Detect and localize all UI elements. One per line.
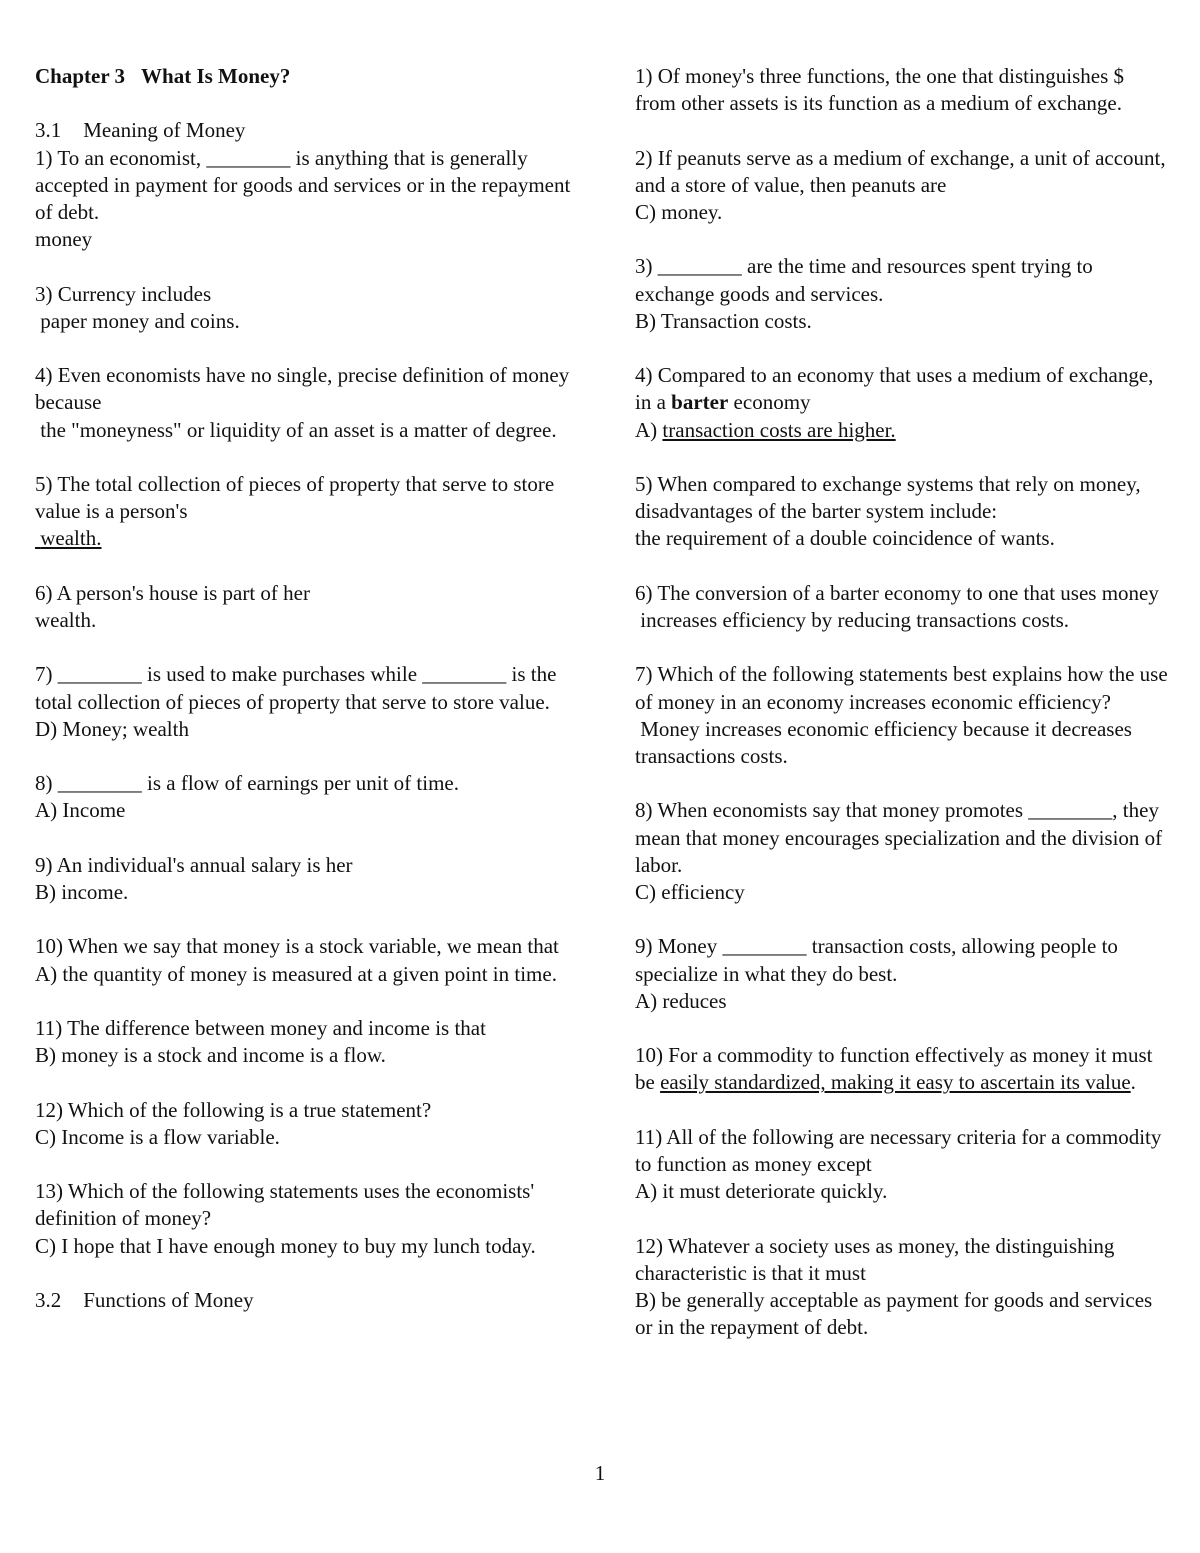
answer-text: wealth. xyxy=(35,607,97,632)
answer-text: the "moneyness" or liquidity of an asset is a matter of degree. xyxy=(35,417,557,442)
question-text: 1) Of money's three functions, the one that distinguishes $ from other assets is its function as a medium of exchange. xyxy=(635,64,1125,116)
question-text: 9) An individual's annual salary is her xyxy=(35,852,353,877)
question-right-2 xyxy=(635,145,1170,227)
question-right-6 xyxy=(635,580,1170,634)
question-text: 11) All of the following are necessary criteria for a commodity to function as money except xyxy=(635,1124,1162,1176)
question-text: 3) Currency includes xyxy=(35,281,212,306)
answer-text: B) income. xyxy=(35,879,129,904)
left-column xyxy=(35,63,580,1314)
answer-text: A) reduces xyxy=(635,988,727,1013)
question-text: 10) For a commodity to function effectively as money it must be easily standardized, making it easy to ascertain its value. xyxy=(635,1043,1153,1095)
answer-text: C) Income is a flow variable. xyxy=(35,1124,280,1149)
section-heading-meaning: 3.1 Meaning of Money xyxy=(35,118,246,143)
answer-text: A) Income xyxy=(35,798,126,823)
question-text: 5) When compared to exchange systems that rely on money, disadvantages of the barter system include: xyxy=(635,471,1141,524)
section-heading-functions: 3.2 Functions of Money xyxy=(35,1287,254,1312)
answer-text: C) money. xyxy=(635,200,723,224)
question-right-11 xyxy=(635,1124,1170,1206)
answer-text: Money increases economic efficiency because it decreases transactions costs. xyxy=(635,716,1138,768)
answer-text: A) it must deteriorate quickly. xyxy=(635,1179,888,1204)
answer-text: C) I hope that I have enough money to buy my lunch today. xyxy=(35,1233,536,1258)
question-right-3 xyxy=(635,253,1170,335)
question-left-1 xyxy=(35,145,580,254)
question-text: 8) ________ is a flow of earnings per unit of time. xyxy=(35,771,459,796)
answer-text: B) money is a stock and income is a flow. xyxy=(35,1043,386,1068)
question-text: 7) ________ is used to make purchases while ________ is the total collection of pieces of property that serve to store value. xyxy=(35,662,557,714)
bold-term: barter xyxy=(671,390,729,415)
question-text: 4) Even economists have no single, precise definition of money because xyxy=(35,363,570,415)
question-text: 6) A person's house is part of her xyxy=(35,580,310,605)
question-text: 4) Compared to an economy that uses a medium of exchange, in a barter economy xyxy=(635,363,1154,415)
question-text: 13) Which of the following statements uses the economists' definition of money? xyxy=(35,1179,535,1231)
question-right-9 xyxy=(635,933,1170,1015)
question-left-12 xyxy=(35,1097,580,1151)
question-left-11 xyxy=(35,1015,580,1069)
question-left-8 xyxy=(35,770,580,824)
question-text: 7) Which of the following statements best explains how the use of money in an economy increases economic efficiency? xyxy=(635,662,1168,714)
question-text: 1) To an economist, ________ is anything that is generally accepted in payment for goods and services or in the repayment of debt. xyxy=(35,145,571,224)
question-text: 3) ________ are the time and resources spent trying to exchange goods and services. xyxy=(635,254,1093,306)
question-text: 6) The conversion of a barter economy to one that uses money xyxy=(635,580,1159,605)
page-number: 1 xyxy=(594,1461,606,1485)
underlined-answer: easily standardized, making it easy to ascertain its value xyxy=(660,1070,1131,1095)
answer-text: B) be generally acceptable as payment for goods and services or in the repayment of debt. xyxy=(635,1287,1153,1340)
question-left-10 xyxy=(35,933,580,987)
question-right-5 xyxy=(635,471,1170,553)
question-text: 8) When economists say that money promotes ________, they mean that money encourages specialization and the division of labor. xyxy=(635,798,1163,877)
answer-text: B) Transaction costs. xyxy=(635,308,812,333)
question-right-7 xyxy=(635,661,1170,770)
question-right-10 xyxy=(635,1042,1170,1096)
question-right-1 xyxy=(635,63,1170,117)
answer-text: the requirement of a double coincidence of wants. xyxy=(635,526,1055,551)
answer-text: increases efficiency by reducing transactions costs. xyxy=(635,607,1070,632)
question-text: 5) The total collection of pieces of property that serve to store value is a person's xyxy=(35,471,555,524)
question-left-3 xyxy=(35,281,580,335)
answer-text: A) transaction costs are higher. xyxy=(635,417,896,442)
question-text: 10) When we say that money is a stock variable, we mean that xyxy=(35,934,559,959)
question-text: 9) Money ________ transaction costs, allowing people to specialize in what they do best. xyxy=(635,934,1118,986)
question-text: 12) Whatever a society uses as money, the distinguishing characteristic is that it must xyxy=(635,1233,1115,1285)
question-text: 11) The difference between money and income is that xyxy=(35,1015,486,1040)
answer-text: money xyxy=(35,227,93,252)
question-left-13 xyxy=(35,1178,580,1260)
answer-text: wealth. xyxy=(35,526,102,551)
question-left-9 xyxy=(35,852,580,906)
question-left-6 xyxy=(35,580,580,634)
question-right-8 xyxy=(635,797,1170,906)
answer-text: paper money and coins. xyxy=(35,308,240,333)
question-right-12 xyxy=(635,1233,1170,1342)
right-column xyxy=(635,63,1170,1369)
answer-text: C) efficiency xyxy=(635,879,745,904)
question-text: 12) Which of the following is a true statement? xyxy=(35,1097,432,1122)
question-right-4 xyxy=(635,362,1170,444)
chapter-title: Chapter 3 What Is Money? xyxy=(35,64,291,88)
answer-text: D) Money; wealth xyxy=(35,716,189,741)
answer-text: A) the quantity of money is measured at a given point in time. xyxy=(35,961,557,986)
question-text: 2) If peanuts serve as a medium of exchange, a unit of account, and a store of value, then peanuts are xyxy=(635,145,1166,197)
question-left-7 xyxy=(35,661,580,743)
question-left-5 xyxy=(35,471,580,553)
question-left-4 xyxy=(35,362,580,444)
